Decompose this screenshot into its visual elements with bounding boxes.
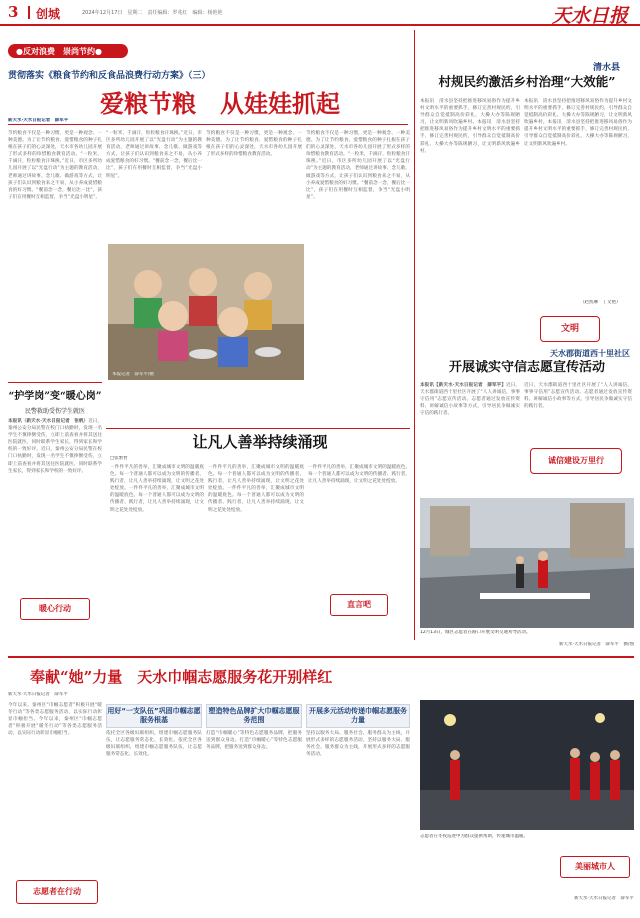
- stamp-chengxin: 诚信建设万里行: [530, 448, 622, 474]
- children-photo-caption: 本报记者 薛军平/摄: [112, 372, 155, 377]
- right1-credit: （赵凯琳 丁文艳）: [580, 300, 621, 305]
- issue-meta: 2024年12月17日 星期二 责任编辑：罗兆红 编辑：杨艳艳: [82, 10, 223, 16]
- story3-byline: □张繁哲: [110, 456, 128, 461]
- story3-col1: 一件件平凡的善举，汇聚成城市文明的温暖底色。每一个普通人都可以成为文明的传播者、践行者，让凡人善举持续涌现，让文明之花处处绽放。一件件平凡的善举，汇聚成城市文明的温暖底色。每一个普通人都可以成为文明的传播者、践行者，让凡人善举持续涌现，让文明之花处处绽放。: [110, 465, 204, 513]
- right2-region: 天水郡街道西十里社区: [550, 349, 630, 358]
- story1-headline: 爱粮节粮 从娃娃抓起: [100, 90, 340, 118]
- story1-kicker: 贯彻落实《粮食节约和反食品浪费行动方案》（三）: [8, 71, 211, 81]
- stamp-zhiyuanzhe: 志愿者在行动: [16, 880, 98, 904]
- story3-col2: 一件件平凡的善举，汇聚成城市文明的温暖底色。每一个普通人都可以成为文明的传播者、践行者，让凡人善举持续涌现，让文明之花处处绽放。一件件平凡的善举，汇聚成城市文明的温暖底色。每一个普通人都可以成为文明的传播者、践行者，让凡人善举持续涌现，让文明之花处处绽放。: [208, 465, 304, 513]
- story1-col1: 节约粮食不仅是一种习惯，更是一种观念、一种美德。为了让节约粮食、爱惜粮食的种子扎根在孩子们的心灵深处，天水市各幼儿园开展了形式多样的珍惜粮食教育活动。“一粒米，千滴汗，粒粒粮食汗珠换。”近日，市区多所幼儿园开展了以“光盘行动”为主题的教育活动，老师通过讲故事、念儿歌、做游戏等方式，让孩子们认识到粮食来之不易，从小养成爱惜粮食的好习惯。“餐前念一念，餐后比一比”，孩子们在用餐时互相监督，争当“光盘小明星”。: [8, 131, 102, 200]
- box1-body: 依托全区各级妇联组织，组建巾帼志愿服务队伍，让志愿服务常态化、长效化。依托全区各级妇联组织，组建巾帼志愿服务队伍，让志愿服务常态化、长效化。: [106, 731, 202, 758]
- right2-headline: 开展诚实守信志愿宣传活动: [448, 360, 605, 375]
- street-photo-credit: 新天水·天水日报记者 薛军平 摄/图: [559, 642, 634, 647]
- right2-col1: 本报讯【新天水·天水日报记者 薛军平】近日，天水郡街道西十里社区开展了“人人讲诚信，事事守信用”志愿宣传活动。志愿者通过发放宣传资料、讲解诚信小故事等方式，引导居民争做诚实守信的践行者。: [420, 383, 520, 417]
- header-divider: [28, 6, 30, 19]
- night-photo-caption: 志愿者在冬夜巡逻中为群众提供帮助，传递城市温暖。: [420, 834, 528, 839]
- story3-headline: 让凡人善举持续涌现: [192, 433, 328, 451]
- right2-col2: 近日，天水郡街道西十里社区开展了“人人讲诚信，事事守信用”志愿宣传活动。志愿者通过发放宣传资料、讲解诚信小故事等方式，引导居民争做诚实守信的践行者。: [524, 383, 632, 410]
- street-photo-caption: 12月13日，城区志愿者在路口开展文明交通劝导活动。: [420, 630, 531, 635]
- street-volunteers-photo: [420, 498, 634, 628]
- stamp-wenming: 文明: [540, 316, 600, 342]
- story1-byline: 新天水·天水日报记者 薛军平: [8, 118, 69, 123]
- campaign-banner: ●反对浪费 崇尚节约●: [8, 44, 128, 58]
- night-photo-credit: 新天水·天水日报记者 薛军平: [574, 896, 634, 901]
- story2-subhead: 民警救助受伤学生就医: [24, 408, 85, 415]
- story1-col4: 节约粮食不仅是一种习惯，更是一种观念、一种美德。为了让节约粮食、爱惜粮食的种子扎根在孩子们的心灵深处，天水市各幼儿园开展了形式多样的珍惜粮食教育活动。“一粒米，千滴汗，粒粒粮食汗珠换。”近日，市区多所幼儿园开展了以“光盘行动”为主题的教育活动，老师通过讲故事、念儿歌、做游戏等方式，让孩子们认识到粮食来之不易，从小养成爱惜粮食的好习惯。“餐前念一念，餐后比一比”，孩子们在用餐时互相监督，争当“光盘小明星”。: [306, 131, 410, 200]
- story2-rule: [8, 382, 102, 383]
- right1-headline: 村规民约激活乡村治理“大效能”: [438, 74, 616, 89]
- story1-rule: [8, 124, 408, 125]
- masthead-logo: 天水日报: [551, 5, 628, 26]
- section-name: 创城: [36, 7, 61, 21]
- column-divider: [414, 30, 415, 640]
- box1-title: 用好“一支队伍”巩固巾帼志愿服务根基: [106, 704, 202, 728]
- box3-title: 开展多元活动传递巾帼志愿服务力量: [306, 704, 410, 728]
- box2-body: 打造“巾帼暖心”等特色志愿服务品牌，把服务送到群众身边。打造“巾帼暖心”等特色志愿服务品牌，把服务送到群众身边。: [206, 731, 302, 751]
- night-patrol-photo: [420, 700, 634, 830]
- children-dining-photo: [108, 244, 304, 380]
- stamp-zhiyan: 直言吧: [330, 594, 388, 616]
- bottom-col1: 今年以来，秦州区“巾帼志愿者”积极开展“暖冬行动”等各类志愿服务活动，以实际行动彰显巾帼担当。今年以来，秦州区“巾帼志愿者”积极开展“暖冬行动”等各类志愿服务活动，以实际行动彰显巾帼担当。: [8, 703, 102, 737]
- page-header: [0, 0, 640, 26]
- bottom-byline: 新天水·天水日报记者 薛军平: [8, 692, 68, 697]
- bottom-rule: [8, 656, 634, 658]
- story1-col2: “一粒米，千滴汗，粒粒粮食汗珠换。”近日，市区多所幼儿园开展了以“光盘行动”为主题的教育活动，老师通过讲故事、念儿歌、做游戏等方式，让孩子们认识到粮食来之不易，从小养成爱惜粮食的好习惯。“餐前念一念，餐后比一比”，孩子们在用餐时互相监督，争当“光盘小明星”。: [106, 131, 202, 179]
- stamp-nuanxin: 暖心行动: [20, 598, 90, 620]
- story2-body: 本报讯（新天水·天水日报记者 张帆）近日，秦州公安分局民警在校门口执勤时，发现一名学生不慎摔倒受伤，立即上前查看并将其送往医院就医，同时联系学生家长，得到家长和学校的一致好评。近日，秦州公安分局民警在校门口执勤时，发现一名学生不慎摔倒受伤，立即上前查看并将其送往医院就医，同时联系学生家长，得到家长和学校的一致好评。: [8, 419, 102, 474]
- right1-col1: 本报讯 清水县坚持把推进移风易俗作为提升乡村文明水平的重要抓手，修订完善村规民约，引导群众自觉抵制高价彩礼、大操大办等陈规陋习，让文明新风吹遍乡村。本报讯 清水县坚持把推进移风易俗作为提升乡村文明水平的重要抓手，修订完善村规民约，引导群众自觉抵制高价彩礼、大操大办等陈规陋习，让文明新风吹遍乡村。: [420, 99, 520, 154]
- bottom-headline: 奉献“她”力量 天水巾帼志愿服务花开别样红: [30, 668, 333, 686]
- story3-rule: [106, 428, 410, 429]
- box2-title: 塑造特色品牌扩大巾帼志愿服务范围: [206, 704, 302, 728]
- story2-headline: “护学岗”变“暖心岗”: [8, 391, 102, 402]
- street-photo-illustration: [420, 498, 634, 628]
- page-number: 3: [8, 3, 19, 21]
- children-photo-illustration: [108, 244, 304, 380]
- stamp-meili: 美丽城市人: [560, 856, 630, 878]
- box3-body: 坚持以服务大局、服务社会、服务群众为主线，开展形式多样的志愿服务活动。坚持以服务大局、服务社会、服务群众为主线，开展形式多样的志愿服务活动。: [306, 731, 410, 758]
- right1-col2: 本报讯 清水县坚持把推进移风易俗作为提升乡村文明水平的重要抓手，修订完善村规民约，引导群众自觉抵制高价彩礼、大操大办等陈规陋习，让文明新风吹遍乡村。本报讯 清水县坚持把推进移风易俗作为提升乡村文明水平的重要抓手，修订完善村规民约，引导群众自觉抵制高价彩礼、大操大办等陈规陋习，让文明新风吹遍乡村。: [524, 99, 632, 147]
- story3-col3: 一件件平凡的善举，汇聚成城市文明的温暖底色。每一个普通人都可以成为文明的传播者、践行者，让凡人善举持续涌现，让文明之花处处绽放。: [308, 465, 410, 485]
- night-photo-illustration: [420, 700, 634, 830]
- right1-region: 清水县: [592, 63, 620, 73]
- story1-col3: 节约粮食不仅是一种习惯，更是一种观念、一种美德。为了让节约粮食、爱惜粮食的种子扎根在孩子们的心灵深处，天水市各幼儿园开展了形式多样的珍惜粮食教育活动。: [206, 131, 302, 158]
